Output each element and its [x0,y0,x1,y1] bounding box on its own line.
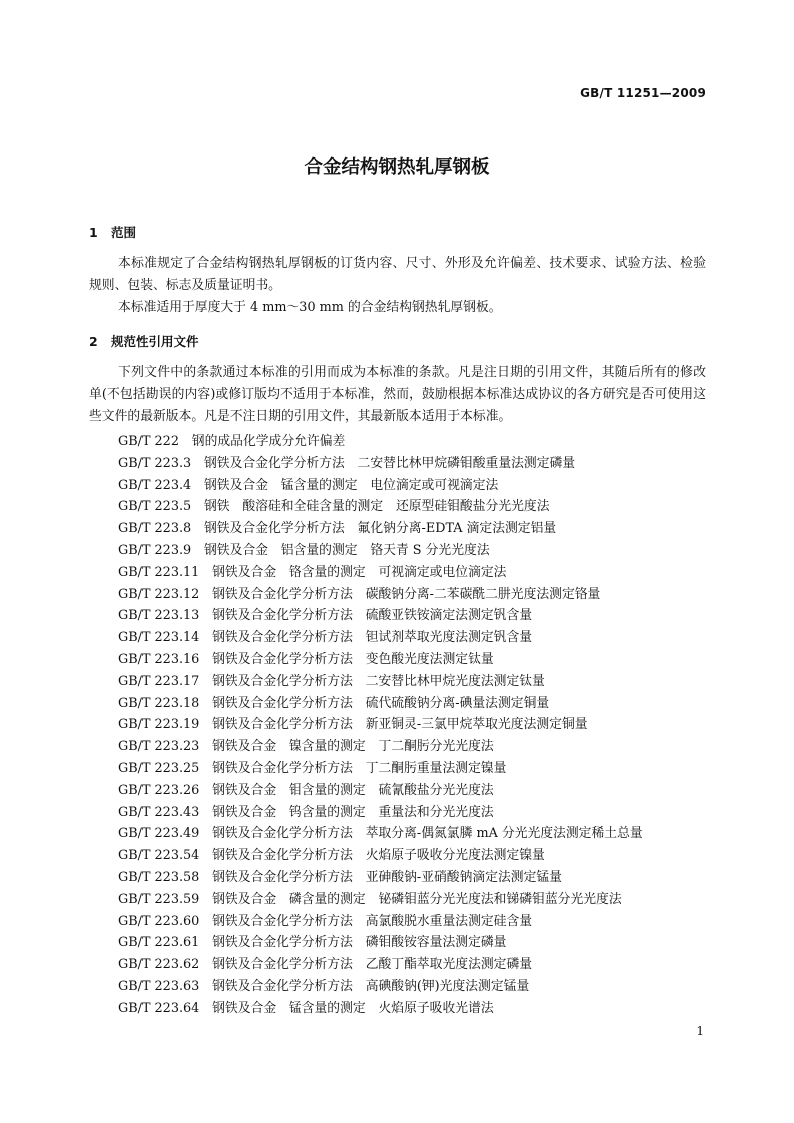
reference-item [118,889,643,911]
reference-title: 钢铁及合金化学分析方法 碳酸钠分离-二苯碳酰二肼光度法测定铬量 [212,586,601,602]
reference-separator [191,499,204,514]
standard-code: GB/T 11251—2009 [580,86,706,100]
reference-separator [199,848,212,863]
reference-title: 钢铁及合金 磷含量的测定 铋磷钼蓝分光光度法和锑磷钼蓝分光光度法 [212,891,622,907]
reference-separator [199,761,212,776]
scope-paragraph: 本标准规定了合金结构钢热轧厚钢板的订货内容、尺寸、外形及允许偏差、技术要求、试验方法、检验规则、包装、标志及质量证明书。 [89,256,706,293]
reference-code: GB/T 223.4 [118,477,192,493]
reference-separator [199,652,212,667]
reference-separator [199,826,212,841]
reference-item [118,976,643,998]
reference-title: 钢铁及合金化学分析方法 高碘酸钠(钾)光度法测定锰量 [212,978,530,994]
reference-item [118,932,643,954]
reference-title: 钢铁及合金化学分析方法 氟化钠分离-EDTA 滴定法测定铝量 [203,521,557,537]
reference-separator [199,957,212,972]
reference-title: 钢铁及合金 钼含量的测定 硫氰酸盐分光光度法 [212,782,494,798]
reference-item [118,802,643,824]
reference-item [118,671,643,693]
reference-title: 钢铁及合金化学分析方法 新亚铜灵-三氯甲烷萃取光度法测定铜量 [212,717,588,733]
section-title: 规范性引用文件 [111,334,199,349]
reference-title: 钢铁及合金化学分析方法 二安替比林甲烷磷钼酸重量法测定磷量 [203,455,576,471]
reference-title: 钢铁及合金 铝含量的测定 铬天青 S 分光光度法 [203,542,490,558]
reference-code: GB/T 223.59 [118,891,200,907]
reference-code: GB/T 223.14 [118,630,200,646]
section-heading-normative-references [89,332,199,350]
reference-title: 钢铁及合金化学分析方法 磷钼酸铵容量法测定磷量 [212,935,507,951]
reference-code: GB/T 223.17 [118,673,200,689]
reference-separator [199,1001,212,1016]
reference-code: GB/T 223.23 [118,739,200,755]
reference-title: 钢铁及合金 锰含量的测定 电位滴定或可视滴定法 [203,477,499,493]
reference-item [118,758,643,780]
reference-item [118,496,643,518]
reference-separator [199,979,212,994]
references-intro-paragraph: 下列文件中的条款通过本标准的引用而成为本标准的条款。凡是注日期的引用文件，其随后所有的修改单(不包括勘误的内容)或修订版均不适用于本标准，然而，鼓励根据本标准达成协议的各方研究是否可使用这些文件的最新版本。凡是不注日期的引用文件，其最新版本适用于本标准。 [89,365,706,424]
reference-title: 钢铁及合金 镍含量的测定 丁二酮肟分光光度法 [212,739,494,755]
reference-code: GB/T 223.16 [118,651,200,667]
reference-separator [191,456,204,471]
reference-separator [199,805,212,820]
reference-separator [199,674,212,689]
reference-item [118,954,643,976]
reference-code: GB/T 223.58 [118,869,200,885]
reference-separator [199,892,212,907]
reference-code: GB/T 223.26 [118,782,200,798]
reference-item [118,627,643,649]
reference-item [118,714,643,736]
reference-separator [199,630,212,645]
reference-separator [179,434,192,449]
reference-item [118,431,643,453]
section-number: 2 [89,334,98,349]
reference-title: 钢铁及合金化学分析方法 丁二酮肟重量法测定镍量 [212,760,507,776]
reference-code: GB/T 223.43 [118,804,200,820]
reference-code: GB/T 223.62 [118,957,200,973]
reference-title: 钢的成品化学成分允许偏差 [191,434,346,449]
reference-code: GB/T 223.12 [118,586,200,602]
reference-code: GB/T 223.25 [118,760,200,776]
reference-title: 钢铁及合金化学分析方法 高氯酸脱水重量法测定硅含量 [212,913,533,929]
reference-title: 钢铁及合金化学分析方法 二安替比林甲烷光度法测定钛量 [212,673,545,689]
reference-code: GB/T 223.9 [118,542,192,558]
reference-title: 钢铁及合金化学分析方法 萃取分离-偶氮氯膦 mA 分光光度法测定稀土总量 [212,826,643,842]
reference-code: GB/T 223.49 [118,826,200,842]
reference-separator [199,739,212,754]
reference-code: GB/T 223.18 [118,695,200,711]
reference-item [118,649,643,671]
scope-paragraph: 本标准适用于厚度大于 4 mm～30 mm 的合金结构钢热轧厚钢板。 [118,300,502,315]
reference-item [118,998,643,1020]
reference-code: GB/T 223.19 [118,717,200,733]
reference-separator [199,565,212,580]
reference-separator [199,587,212,602]
section-title: 范围 [111,225,137,240]
reference-title: 钢铁及合金 铬含量的测定 可视滴定或电位滴定法 [212,564,507,580]
reference-title: 钢铁 酸溶硅和全硅含量的测定 还原型硅钼酸盐分光光度法 [203,499,550,515]
reference-separator [191,543,204,558]
reference-separator [191,478,204,493]
document-title: 合金结构钢热轧厚钢板 [304,157,490,178]
reference-item [118,823,643,845]
reference-code: GB/T 223.64 [118,1000,200,1016]
page-number: 1 [696,1024,704,1038]
reference-separator [199,870,212,885]
reference-item [118,562,643,584]
reference-code: GB/T 223.61 [118,935,200,951]
reference-code: GB/T 223.13 [118,608,200,624]
reference-item [118,584,643,606]
reference-title: 钢铁及合金 钨含量的测定 重量法和分光光度法 [212,804,494,820]
reference-item [118,780,643,802]
reference-item [118,693,643,715]
reference-code: GB/T 223.3 [118,455,192,471]
reference-code: GB/T 222 [118,434,179,449]
reference-item [118,845,643,867]
reference-code: GB/T 223.60 [118,913,200,929]
reference-item [118,867,643,889]
reference-item [118,736,643,758]
reference-title: 钢铁及合金化学分析方法 钽试剂萃取光度法测定钒含量 [212,630,533,646]
reference-code: GB/T 223.63 [118,978,200,994]
reference-title: 钢铁及合金化学分析方法 乙酸丁酯萃取光度法测定磷量 [212,957,533,973]
reference-code: GB/T 223.54 [118,848,200,864]
reference-title: 钢铁及合金化学分析方法 火焰原子吸收分光度法测定镍量 [212,848,545,864]
reference-separator [199,783,212,798]
reference-title: 钢铁及合金 锰含量的测定 火焰原子吸收光谱法 [212,1000,494,1016]
section-number: 1 [89,225,98,240]
reference-separator [191,521,204,536]
reference-list [118,431,643,1020]
reference-code: GB/T 223.8 [118,521,192,537]
reference-separator [199,696,212,711]
reference-item [118,911,643,933]
reference-item [118,518,643,540]
reference-title: 钢铁及合金化学分析方法 硫酸亚铁铵滴定法测定钒含量 [212,608,533,624]
reference-separator [199,608,212,623]
reference-item [118,605,643,627]
reference-item [118,453,643,475]
reference-separator [199,914,212,929]
reference-code: GB/T 223.5 [118,499,192,515]
reference-item [118,540,643,562]
reference-title: 钢铁及合金化学分析方法 亚砷酸钠-亚硝酸钠滴定法测定锰量 [212,869,562,885]
reference-title: 钢铁及合金化学分析方法 变色酸光度法测定钛量 [212,651,494,667]
section-heading-scope [89,223,136,241]
reference-title: 钢铁及合金化学分析方法 硫代硫酸钠分离-碘量法测定铜量 [212,695,550,711]
reference-item [118,475,643,497]
reference-separator [199,717,212,732]
reference-separator [199,935,212,950]
reference-code: GB/T 223.11 [118,564,200,580]
